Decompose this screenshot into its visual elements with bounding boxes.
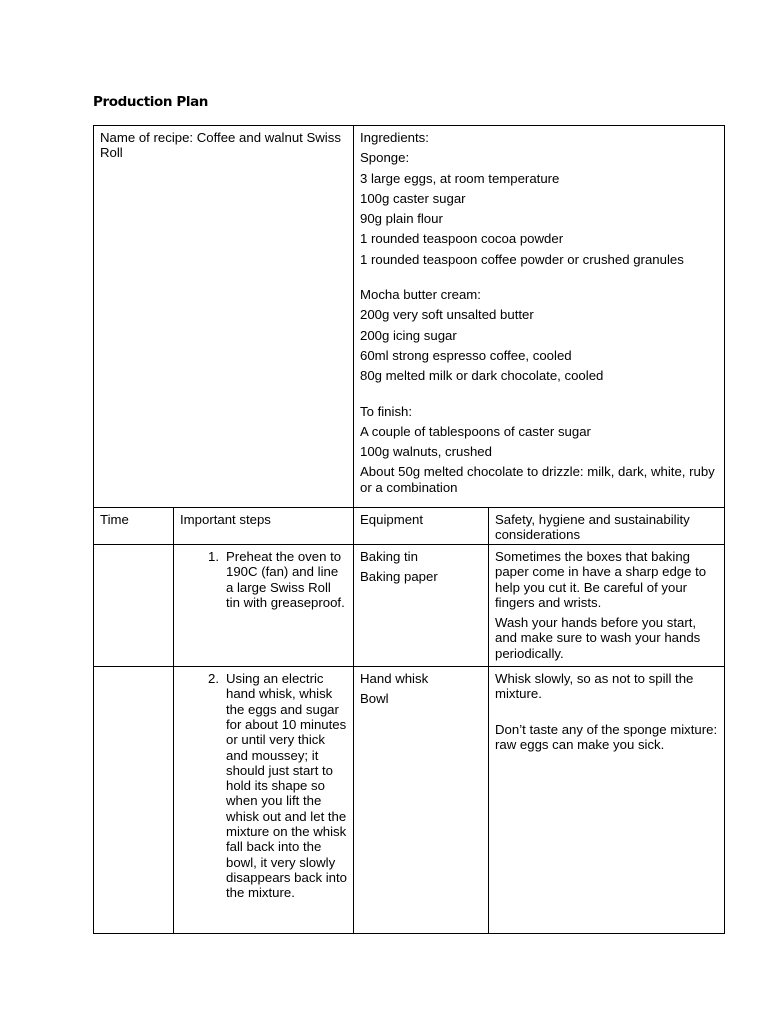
spacer bbox=[360, 272, 718, 287]
equipment-cell bbox=[354, 667, 489, 934]
ingredient-item: 90g plain flour bbox=[360, 211, 443, 227]
ingredient-item: 200g very soft unsalted butter bbox=[360, 307, 534, 323]
time-cell bbox=[94, 545, 174, 667]
safety-cell bbox=[489, 667, 725, 934]
header-steps: Important steps bbox=[174, 508, 354, 545]
table-row bbox=[94, 545, 725, 667]
ingredient-item: 100g walnuts, crushed bbox=[360, 444, 492, 460]
time-cell bbox=[94, 667, 174, 934]
safety-note: Don’t taste any of the sponge mixture: raw eggs can make you sick. bbox=[495, 721, 718, 752]
recipe-info-row bbox=[94, 126, 725, 508]
header-time: Time bbox=[94, 508, 174, 545]
recipe-name-cell bbox=[94, 126, 354, 508]
spacer bbox=[360, 389, 718, 404]
ingredient-item: 3 large eggs, at room temperature bbox=[360, 170, 560, 186]
equipment-item: Baking tin bbox=[360, 549, 418, 564]
recipe-name: Name of recipe: Coffee and walnut Swiss Roll bbox=[100, 130, 341, 161]
header-safety: Safety, hygiene and sustainability considerations bbox=[489, 508, 725, 545]
production-plan-table bbox=[93, 125, 725, 934]
step-text: Using an electric hand whisk, whisk the eggs and sugar for about 10 minutes or until very thick and moussey; it should just start to hold its shape so when you lift the whisk out and let the mixture on the whisk fall back into the bowl, it very slowly disappears back into the mixture. bbox=[226, 671, 347, 901]
ingredient-item: 80g melted milk or dark chocolate, cooled bbox=[360, 368, 604, 384]
safety-note: Sometimes the boxes that baking paper come in have a sharp edge to help you cut it. Be careful of your fingers and wrists. bbox=[495, 549, 707, 610]
step-number: 1. bbox=[208, 549, 219, 564]
step-text: Preheat the oven to 190C (fan) and line a large Swiss Roll tin with greaseproof. bbox=[226, 549, 345, 610]
step-cell bbox=[174, 667, 354, 934]
ingredient-item: 200g icing sugar bbox=[360, 327, 457, 343]
finish-heading: To finish: bbox=[360, 403, 413, 419]
step-item bbox=[180, 671, 347, 900]
step-item bbox=[180, 549, 347, 610]
safety-note: Whisk slowly, so as not to spill the mixture. bbox=[495, 671, 694, 702]
ingredients-heading: Ingredients: bbox=[360, 130, 429, 145]
ingredient-item: 100g caster sugar bbox=[360, 190, 466, 206]
equipment-item: Hand whisk bbox=[360, 671, 429, 687]
step-number: 2. bbox=[208, 671, 219, 687]
safety-note: Wash your hands before you start, and make sure to wash your hands periodically. bbox=[495, 615, 701, 661]
equipment-item: Bowl bbox=[360, 691, 389, 707]
table-header-row bbox=[94, 508, 725, 545]
ingredient-item: 1 rounded teaspoon cocoa powder bbox=[360, 231, 564, 247]
page-title: Production Plan bbox=[93, 94, 209, 110]
sponge-heading: Sponge: bbox=[360, 150, 410, 166]
ingredients-cell bbox=[354, 126, 725, 508]
safety-cell bbox=[489, 545, 725, 667]
ingredient-item: A couple of tablespoons of caster sugar bbox=[360, 423, 591, 439]
header-equipment: Equipment bbox=[354, 508, 489, 545]
ingredient-item: About 50g melted chocolate to drizzle: milk, dark, white, ruby or a combination bbox=[360, 464, 715, 495]
ingredient-item: 60ml strong espresso coffee, cooled bbox=[360, 347, 572, 363]
step-cell bbox=[174, 545, 354, 667]
table-row bbox=[94, 667, 725, 934]
equipment-item: Baking paper bbox=[360, 569, 438, 585]
cream-heading: Mocha butter cream: bbox=[360, 287, 481, 303]
equipment-cell bbox=[354, 545, 489, 667]
ingredient-item: 1 rounded teaspoon coffee powder or crushed granules bbox=[360, 251, 684, 267]
